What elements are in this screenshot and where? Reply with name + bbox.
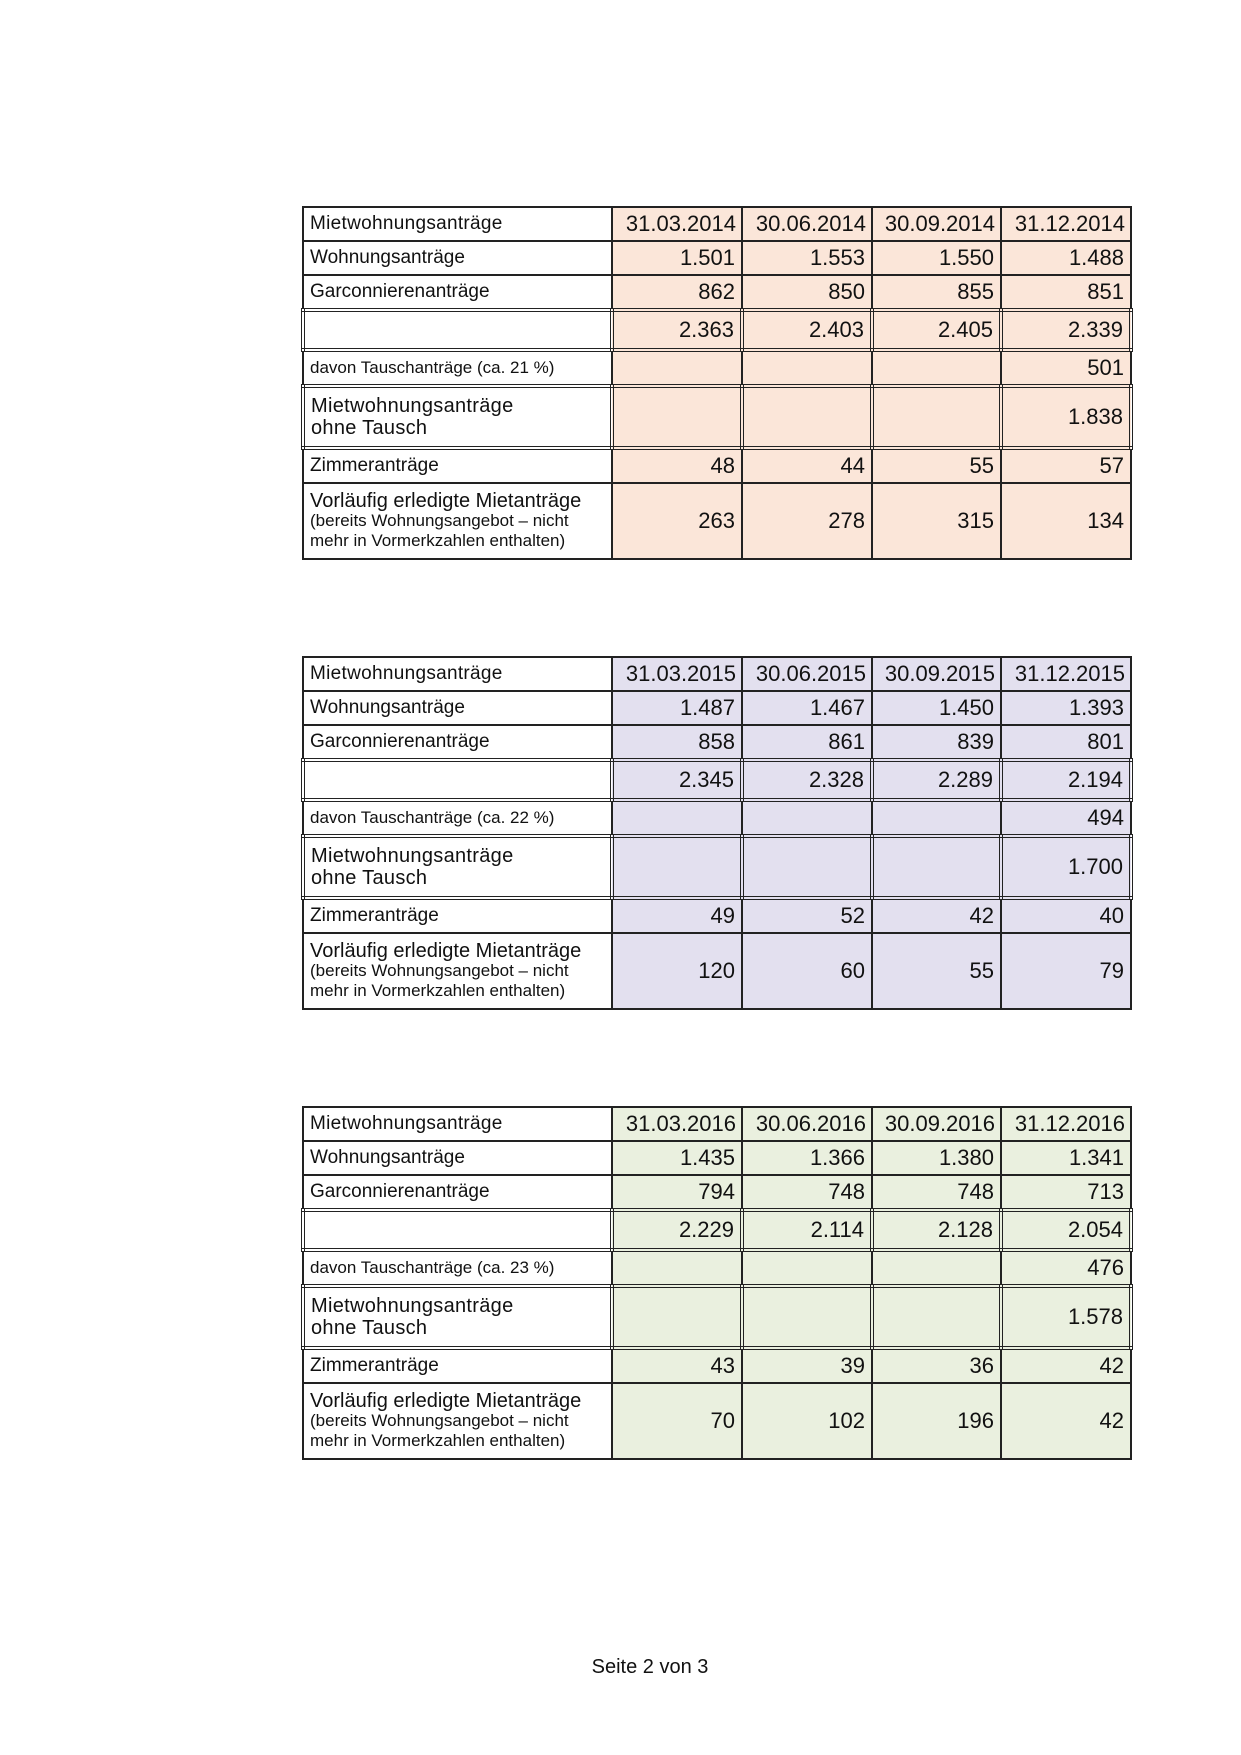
row-label [303,310,612,350]
cell-value: 60 [742,933,872,1009]
cell-value: 1.501 [612,241,742,275]
row-label: davon Tauschanträge (ca. 23 %) [303,1250,612,1286]
cell-value [872,350,1001,386]
cell-value [872,836,1001,898]
cell-value: 801 [1001,725,1131,760]
row-garconnierenantraege [303,725,1131,760]
cell-value: 1.380 [872,1141,1001,1175]
cell-value: 315 [872,483,1001,559]
cell-value: 2.194 [1001,760,1131,800]
table-2014 [301,206,1133,560]
cell-value: 102 [742,1383,872,1459]
cell-value: 42 [1001,1348,1131,1383]
cell-value: 2.345 [612,760,742,800]
cell-value [742,350,872,386]
cell-value [742,1286,872,1348]
cell-value: 79 [1001,933,1131,1009]
cell-value: 851 [1001,275,1131,310]
row-label [303,483,612,559]
row-label: Wohnungsanträge [303,241,612,275]
cell-value: 2.328 [742,760,872,800]
cell-value: 748 [872,1175,1001,1210]
row-label: Garconnierenanträge [303,275,612,310]
cell-value [742,836,872,898]
cell-value: 57 [1001,448,1131,483]
date-q3: 30.09.2015 [872,657,1001,691]
cell-value: 861 [742,725,872,760]
row-label [303,836,612,898]
row-summe [303,760,1131,800]
cell-value [612,836,742,898]
cell-value: 1.553 [742,241,872,275]
page-footer: Seite 2 von 3 [591,1656,709,1678]
date-q3: 30.09.2016 [872,1107,1001,1141]
cell-value: 1.393 [1001,691,1131,725]
cell-value: 1.488 [1001,241,1131,275]
cell-value [872,1286,1001,1348]
cell-value: 1.550 [872,241,1001,275]
cell-value [872,800,1001,836]
cell-value [612,800,742,836]
row-ohne-tausch [303,836,1131,898]
cell-value: 40 [1001,898,1131,933]
row-garconnierenantraege [303,1175,1131,1210]
row-label-line2: (bereits Wohnungsangebot – nicht [310,511,569,530]
cell-value: 70 [612,1383,742,1459]
cell-value: 196 [872,1383,1001,1459]
row-label-line3: mehr in Vormerkzahlen enthalten) [310,531,566,550]
row-label-line2: ohne Tausch [311,1317,428,1339]
cell-value: 43 [612,1348,742,1383]
header-row [303,1107,1131,1141]
row-label-line1: Mietwohnungsanträge [311,1295,514,1317]
table-2016 [301,1106,1133,1460]
cell-value: 2.339 [1001,310,1131,350]
row-summe [303,1210,1131,1250]
row-label-line3: mehr in Vormerkzahlen enthalten) [310,1431,566,1450]
row-erledigt [303,483,1131,559]
date-q1: 31.03.2016 [612,1107,742,1141]
cell-value: 263 [612,483,742,559]
date-q1: 31.03.2014 [612,207,742,241]
row-label-line1: Vorläufig erledigte Mietanträge [310,1390,582,1412]
cell-value: 42 [872,898,1001,933]
row-label: Garconnierenanträge [303,725,612,760]
date-q3: 30.09.2014 [872,207,1001,241]
row-label-line3: mehr in Vormerkzahlen enthalten) [310,981,566,1000]
cell-value: 1.700 [1001,836,1131,898]
cell-value: 501 [1001,350,1131,386]
row-label-line1: Vorläufig erledigte Mietanträge [310,490,582,512]
cell-value: 2.128 [872,1210,1001,1250]
cell-value: 858 [612,725,742,760]
cell-value: 1.467 [742,691,872,725]
row-erledigt [303,933,1131,1009]
cell-value [742,386,872,448]
date-q1: 31.03.2015 [612,657,742,691]
date-q2: 30.06.2015 [742,657,872,691]
header-row [303,657,1131,691]
date-q4: 31.12.2016 [1001,1107,1131,1141]
date-q2: 30.06.2016 [742,1107,872,1141]
table-title: Mietwohnungsanträge [303,1107,612,1141]
cell-value: 48 [612,448,742,483]
date-q4: 31.12.2015 [1001,657,1131,691]
row-wohnungsantraege [303,1141,1131,1175]
cell-value: 2.403 [742,310,872,350]
cell-value: 42 [1001,1383,1131,1459]
header-row [303,207,1131,241]
cell-value: 2.363 [612,310,742,350]
row-label-line1: Mietwohnungsanträge [311,845,514,867]
cell-value: 1.341 [1001,1141,1131,1175]
row-label [303,386,612,448]
cell-value: 55 [872,933,1001,1009]
row-label: Zimmeranträge [303,898,612,933]
cell-value: 1.366 [742,1141,872,1175]
cell-value: 44 [742,448,872,483]
cell-value [612,1286,742,1348]
row-tauschantraege [303,800,1131,836]
cell-value: 794 [612,1175,742,1210]
date-q4: 31.12.2014 [1001,207,1131,241]
cell-value: 1.838 [1001,386,1131,448]
row-zimmerantraege [303,898,1131,933]
cell-value [872,386,1001,448]
cell-value: 2.289 [872,760,1001,800]
row-wohnungsantraege [303,241,1131,275]
row-zimmerantraege [303,448,1131,483]
cell-value: 713 [1001,1175,1131,1210]
row-tauschantraege [303,1250,1131,1286]
cell-value: 2.114 [742,1210,872,1250]
cell-value: 52 [742,898,872,933]
cell-value: 120 [612,933,742,1009]
row-label [303,760,612,800]
row-label-line1: Vorläufig erledigte Mietanträge [310,940,582,962]
row-ohne-tausch [303,1286,1131,1348]
row-label-line2: (bereits Wohnungsangebot – nicht [310,961,569,980]
row-label-line2: ohne Tausch [311,867,428,889]
cell-value: 278 [742,483,872,559]
row-label-line1: Mietwohnungsanträge [311,395,514,417]
cell-value: 1.487 [612,691,742,725]
row-ohne-tausch [303,386,1131,448]
row-label [303,1383,612,1459]
cell-value: 2.405 [872,310,1001,350]
row-tauschantraege [303,350,1131,386]
row-label: Wohnungsanträge [303,691,612,725]
cell-value: 748 [742,1175,872,1210]
cell-value [742,1250,872,1286]
cell-value [612,386,742,448]
cell-value: 1.450 [872,691,1001,725]
cell-value [742,800,872,836]
table-2015 [301,656,1133,1010]
cell-value: 36 [872,1348,1001,1383]
cell-value [612,350,742,386]
cell-value: 55 [872,448,1001,483]
cell-value: 39 [742,1348,872,1383]
cell-value: 494 [1001,800,1131,836]
row-erledigt [303,1383,1131,1459]
cell-value: 855 [872,275,1001,310]
cell-value [872,1250,1001,1286]
row-label [303,933,612,1009]
cell-value: 850 [742,275,872,310]
row-label [303,1210,612,1250]
row-label: davon Tauschanträge (ca. 21 %) [303,350,612,386]
cell-value: 476 [1001,1250,1131,1286]
row-label: Garconnierenanträge [303,1175,612,1210]
cell-value: 49 [612,898,742,933]
table-title: Mietwohnungsanträge [303,207,612,241]
cell-value: 134 [1001,483,1131,559]
cell-value: 862 [612,275,742,310]
table-title: Mietwohnungsanträge [303,657,612,691]
row-label-line2: (bereits Wohnungsangebot – nicht [310,1411,569,1430]
cell-value: 1.578 [1001,1286,1131,1348]
cell-value: 2.054 [1001,1210,1131,1250]
row-label: Wohnungsanträge [303,1141,612,1175]
row-label: Zimmeranträge [303,1348,612,1383]
row-label-line2: ohne Tausch [311,417,428,439]
row-label [303,1286,612,1348]
date-q2: 30.06.2014 [742,207,872,241]
cell-value: 2.229 [612,1210,742,1250]
row-zimmerantraege [303,1348,1131,1383]
cell-value [612,1250,742,1286]
cell-value: 839 [872,725,1001,760]
row-garconnierenantraege [303,275,1131,310]
row-summe [303,310,1131,350]
row-wohnungsantraege [303,691,1131,725]
cell-value: 1.435 [612,1141,742,1175]
row-label: davon Tauschanträge (ca. 22 %) [303,800,612,836]
row-label: Zimmeranträge [303,448,612,483]
